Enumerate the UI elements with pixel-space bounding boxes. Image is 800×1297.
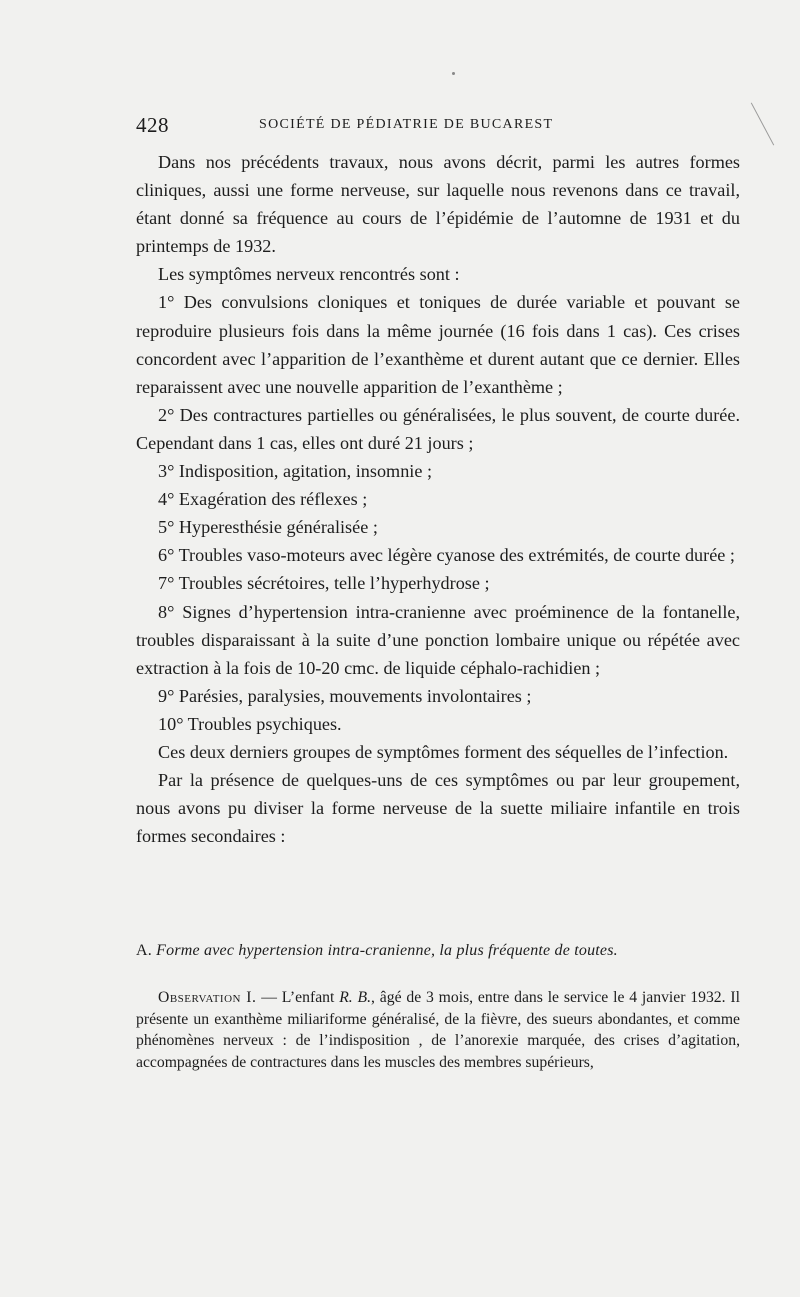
- observation-paragraph: [136, 987, 740, 1073]
- symptom-item: 2° Des contractures partielles ou généralisées, le plus souvent, de courte durée. Cependant dans 1 cas, elles ont duré 21 jours ;: [136, 404, 740, 453]
- patient-initials: R. B.: [339, 989, 372, 1006]
- paragraph: Ces deux derniers groupes de symptômes forment des séquelles de l’infection.: [158, 741, 729, 762]
- symptom-item: 9° Parésies, paralysies, mouvements involontaires ;: [158, 685, 532, 706]
- symptom-item: 10° Troubles psychiques.: [158, 713, 342, 734]
- symptom-item: 5° Hyperesthésie généralisée ;: [158, 517, 378, 538]
- symptom-item: 1° Des convulsions cloniques et toniques de durée variable et pouvant se reproduire plusieurs fois dans la même journée (16 fois dans 1 cas). Ces crises concordent avec l’apparition de l’exanthème et durent autant que ce dernier. Elles reparaissent avec une nouvelle apparition de l’exanthème ;: [136, 292, 740, 397]
- section-title: Forme avec hypertension intra-cranienne, la plus fréquente de toutes.: [156, 942, 618, 959]
- page-header: [136, 113, 740, 143]
- paragraph: Par la présence de quelques-uns de ces symptômes ou par leur groupement, nous avons pu diviser la forme nerveuse de la suette miliaire infantile en trois formes secondaires :: [136, 770, 740, 847]
- main-text: [136, 148, 740, 850]
- observation-label: Observation I.: [158, 989, 257, 1006]
- page-number: 428: [136, 113, 169, 137]
- symptom-item: 4° Exagération des réflexes ;: [158, 489, 368, 510]
- section-letter: A.: [136, 942, 152, 959]
- scan-artifact-dot: [452, 72, 455, 75]
- observation-block: [136, 987, 740, 1073]
- symptom-item: 8° Signes d’hypertension intra-cranienne avec proéminence de la fontanelle, troubles disparaissant à la suite d’une ponction lombaire unique ou répétée avec extraction à la fois de 10-20 cmc. de liquide céphalo-rachidien ;: [136, 601, 740, 678]
- section-heading: [136, 942, 740, 960]
- paragraph: Les symptômes nerveux rencontrés sont :: [158, 264, 460, 285]
- observation-dash: — L’enfant: [256, 989, 340, 1006]
- symptom-item: 7° Troubles sécrétoires, telle l’hyperhydrose ;: [158, 573, 490, 594]
- paragraph: Dans nos précédents travaux, nous avons décrit, parmi les autres formes cliniques, aussi une forme nerveuse, sur laquelle nous revenons dans ce travail, étant donné sa fréquence au cours de l’épidémie de l’automne de 1931 et du printemps de 1932.: [136, 152, 740, 257]
- symptom-item: 3° Indisposition, agitation, insomnie ;: [158, 461, 433, 482]
- scan-artifact-line: [751, 103, 774, 146]
- running-head: SOCIÉTÉ DE PÉDIATRIE DE BUCAREST: [259, 117, 554, 132]
- symptom-item: 6° Troubles vaso-moteurs avec légère cyanose des extrémités, de courte durée ;: [158, 545, 735, 566]
- observation-text: , âgé de 3 mois, entre dans le service le 4 janvier 1932. Il présente un exanthème miliariforme généralisé, de la fièvre, des sueurs abondantes, et comme phénomènes nerveux : de l’indisposition , de l’anorexie marquée, des crises d’agitation, accompagnées de contractures dans les muscles des membres supérieurs,: [136, 989, 740, 1071]
